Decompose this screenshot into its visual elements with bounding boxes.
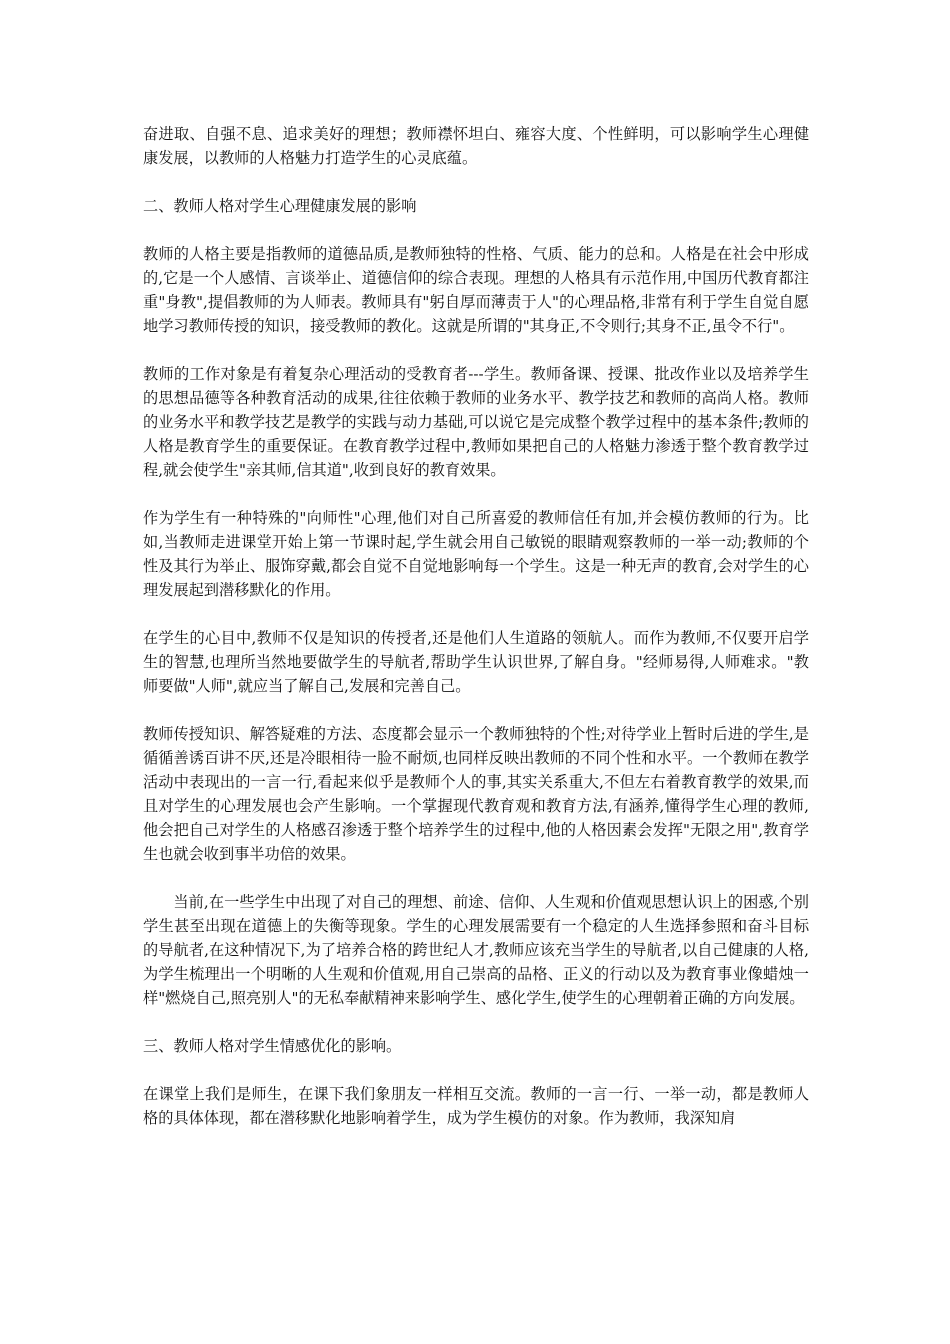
paragraph-teacher-personality: 教师的人格主要是指教师的道德品质,是教师独特的性格、气质、能力的总和。人格是在社会中形成的,它是一个人感情、言谈举止、道德信仰的综合表现。理想的人格具有示范作用,中国历代教育都注重"身教",提倡教师的为人师表。教师具有"躬自厚而薄责于人"的心理品格,非常有利于学生自觉自愿地学习教师传授的知识，接受教师的教化。这就是所谓的"其身正,不令则行;其身不正,虽令不行"。 <box>143 245 809 335</box>
paragraph-teaching-methods: 教师传授知识、解答疑难的方法、态度都会显示一个教师独特的个性;对待学业上暂时后进的学生,是循循善诱百讲不厌,还是冷眼相待一脸不耐烦,也同样反映出教师的不同个性和水平。一个教师在教学活动中表现出的一言一行,看起来似乎是教师个人的事,其实关系重大,不但左右着教育教学的效果,而且对学生的心理发展也会产生影响。一个掌握现代教育观和教育方法,有涵养,懂得学生心理的教师,他会把自己对学生的人格感召渗透于整个培养学生的过程中,他的人格因素会发挥"无限之用",教育学生也就会收到事半功倍的效果。 <box>143 725 809 863</box>
document-body <box>143 122 809 1154</box>
paragraph-intro-continued: 奋进取、自强不息、追求美好的理想；教师襟怀坦白、雍容大度、个性鲜明，可以影响学生心理健康发展，以教师的人格魅力打造学生的心灵底蕴。 <box>143 125 809 167</box>
paragraph-work-object: 教师的工作对象是有着复杂心理活动的受教育者---学生。教师备课、授课、批改作业以及培养学生的思想品德等各种教育活动的成果,往往依赖于教师的业务水平、教学技艺和教师的高尚人格。教师的业务水平和教学技艺是教学的实践与动力基础,可以说它是完成整个教学过程中的基本条件;教师的人格是教育学生的重要保证。在教育教学过程中,教师如果把自己的人格魅力渗透于整个教育教学过程,就会使学生"亲其师,信其道",收到良好的教育效果。 <box>143 365 809 479</box>
paragraph-teacher-orientation: 作为学生有一种特殊的"向师性"心理,他们对自己所喜爱的教师信任有加,并会模仿教师的行为。比如,当教师走进课堂开始上第一节课时起,学生就会用自己敏锐的眼睛观察教师的一举一动;教师的个性及其行为举止、服饰穿戴,都会自觉不自觉地影响每一个学生。这是一种无声的教育,会对学生的心理发展起到潜移默化的作用。 <box>143 509 809 599</box>
section-heading-2: 二、教师人格对学生心理健康发展的影响 <box>143 197 417 215</box>
section-heading-3: 三、教师人格对学生情感优化的影响。 <box>143 1037 402 1055</box>
paragraph-student-view: 在学生的心目中,教师不仅是知识的传授者,还是他们人生道路的领航人。而作为教师,不仅要开启学生的智慧,也理所当然地要做学生的导航者,帮助学生认识世界,了解自身。"经师易得,人师难求。"教师要做"人师",就应当了解自己,发展和完善自己。 <box>143 629 809 695</box>
paragraph-classroom: 在课堂上我们是师生，在课下我们象朋友一样相互交流。教师的一言一行、一举一动，都是教师人格的具体体现，都在潜移默化地影响着学生，成为学生模仿的对象。作为教师，我深知肩 <box>143 1085 809 1127</box>
paragraph-current-situation: 当前,在一些学生中出现了对自己的理想、前途、信仰、人生观和价值观思想认识上的困惑,个别学生甚至出现在道德上的失衡等现象。学生的心理发展需要有一个稳定的人生选择参照和奋斗目标的导航者,在这种情况下,为了培养合格的跨世纪人才,教师应该充当学生的导航者,以自己健康的人格,为学生梳理出一个明晰的人生观和价值观,用自己崇高的品格、正义的行动以及为教育事业像蜡烛一样"燃烧自己,照亮别人"的无私奉献精神来影响学生、感化学生,使学生的心理朝着正确的方向发展。 <box>143 893 809 1007</box>
